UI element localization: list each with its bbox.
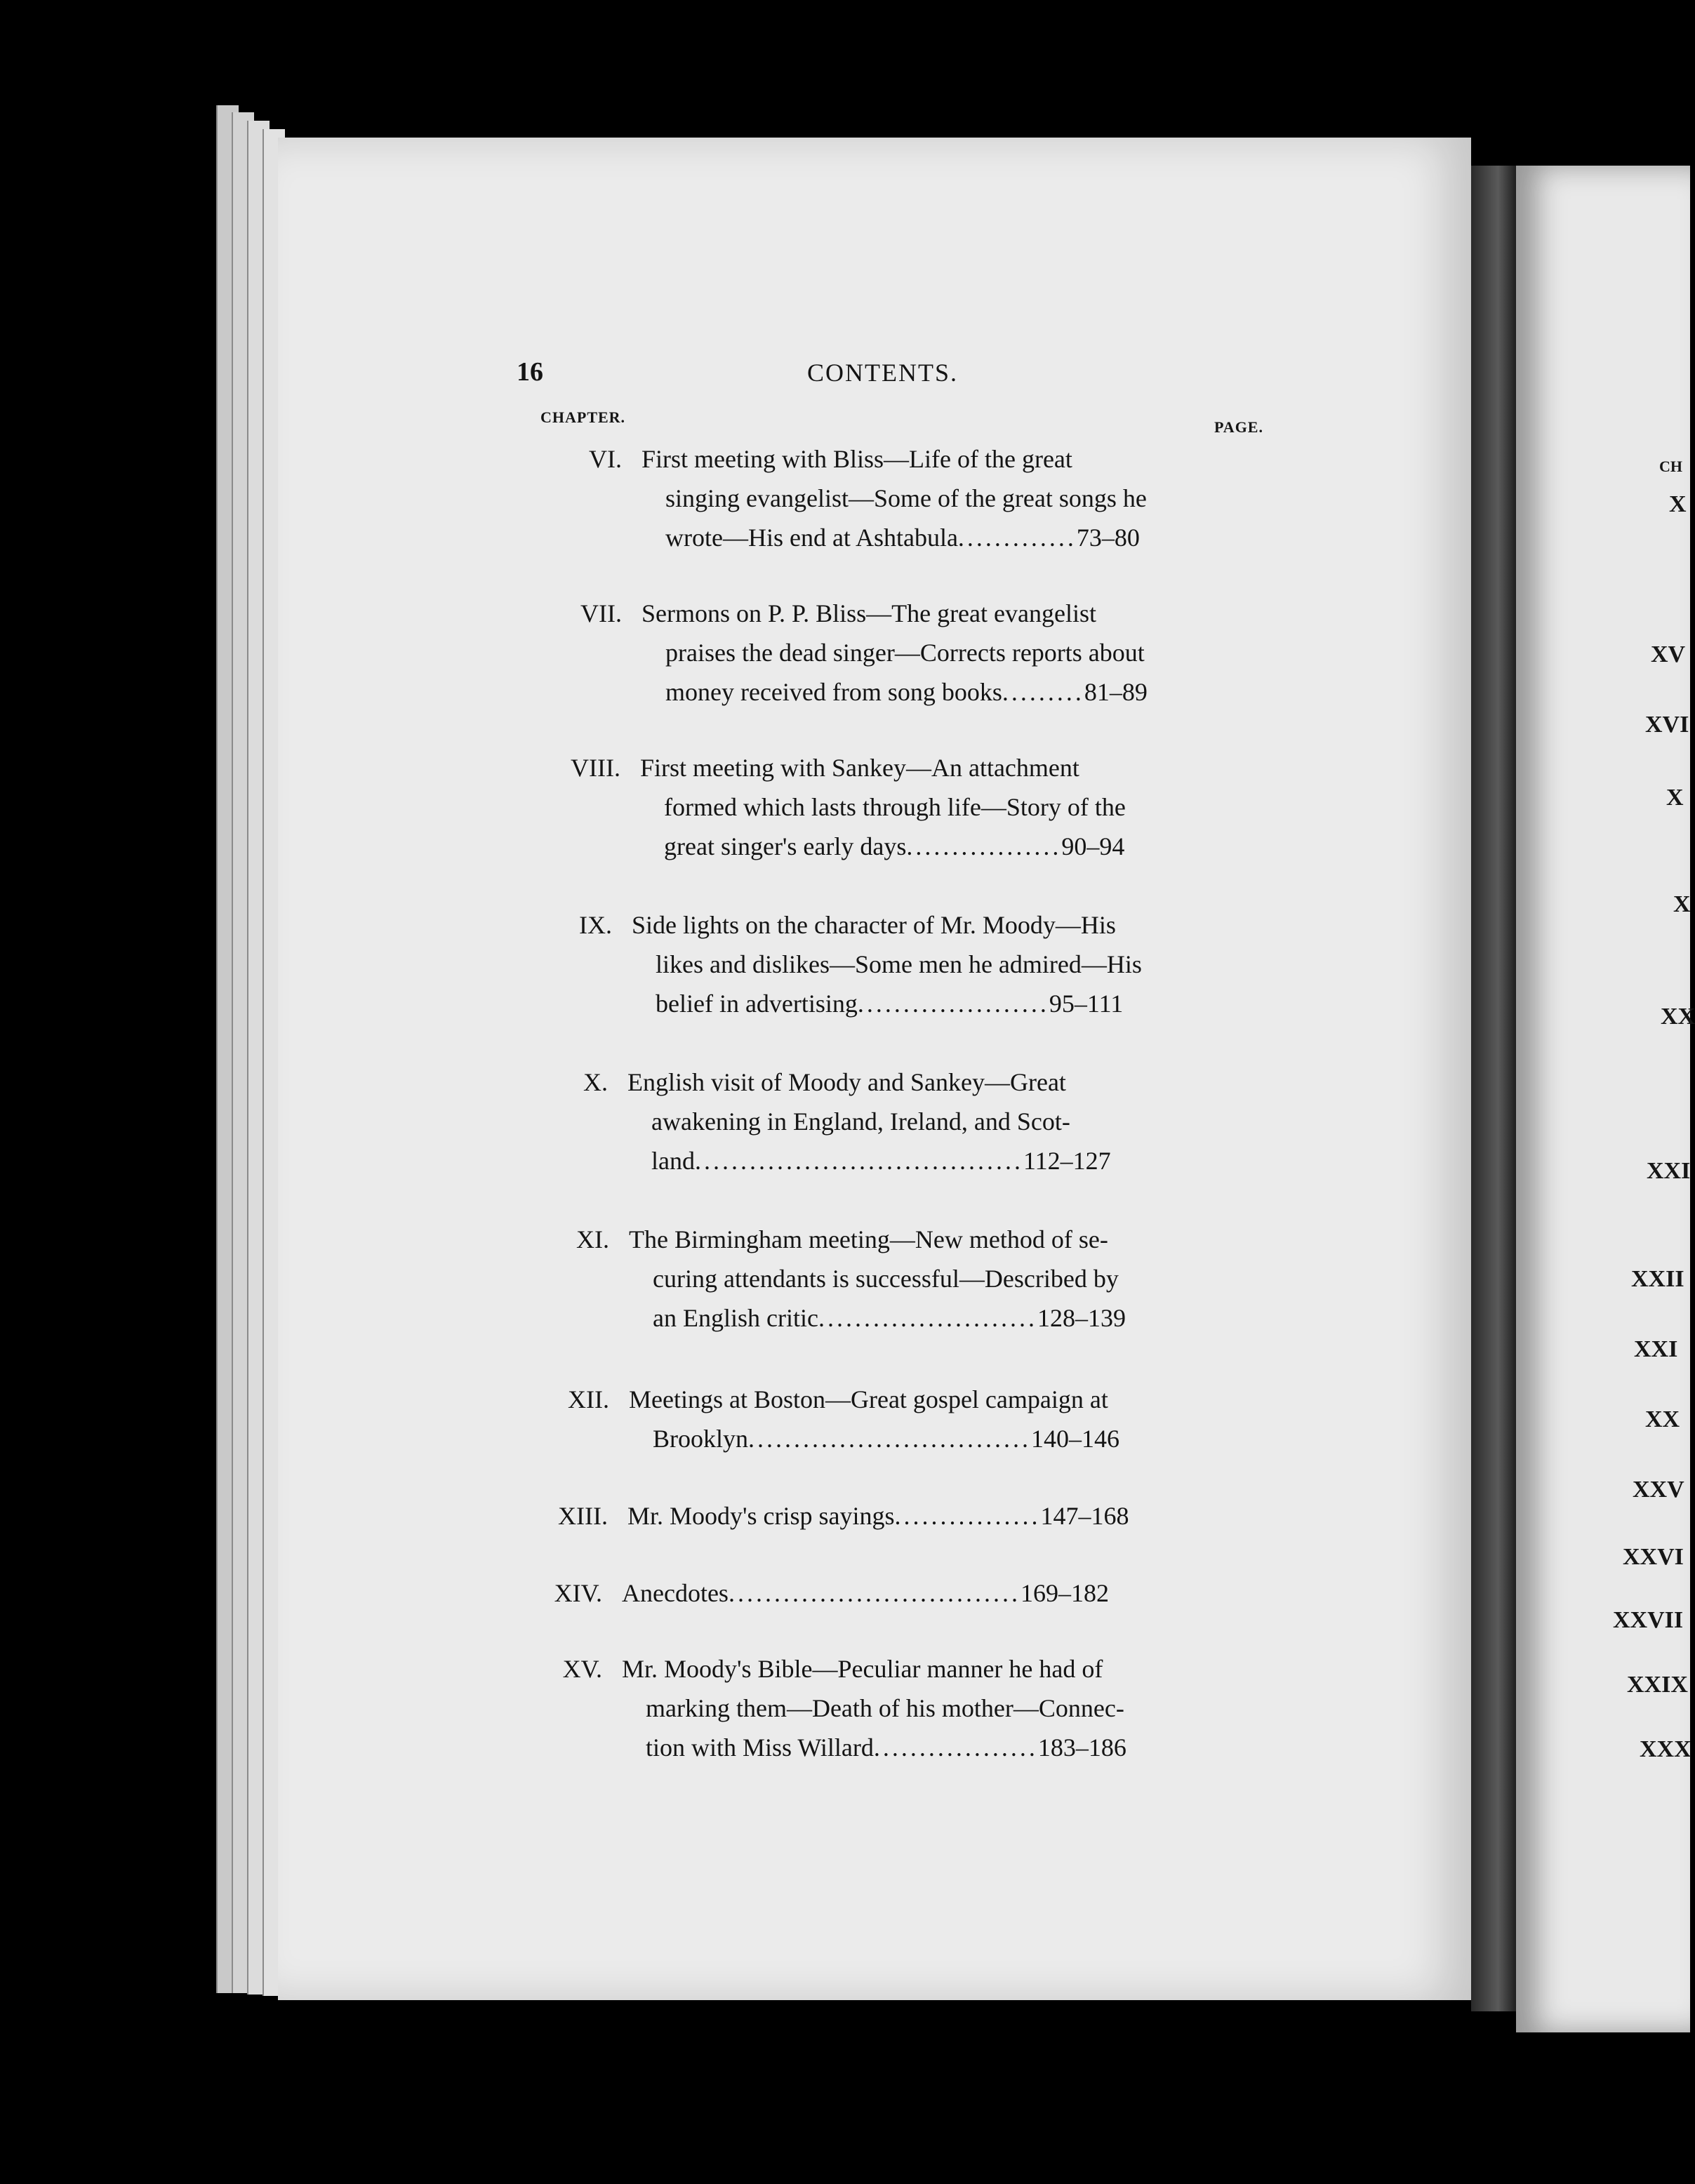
page-column-label: PAGE. — [1214, 418, 1263, 436]
leader-dots: ........................ — [818, 1304, 1037, 1332]
page-range: 112–127 — [1023, 1147, 1111, 1175]
chapter-description-text: land — [651, 1147, 695, 1175]
chapter-description-last-line — [629, 1298, 1126, 1338]
chapter-number: XI. — [576, 1225, 609, 1253]
chapter-number: XII. — [568, 1385, 609, 1413]
right-chapter-numeral: X — [1666, 785, 1684, 811]
right-chapter-numeral: XXI — [1647, 1158, 1691, 1184]
right-chapter-numeral: XXII — [1631, 1266, 1684, 1292]
page-range: 128–139 — [1037, 1304, 1126, 1332]
chapter-description-text: an English critic — [653, 1304, 818, 1332]
chapter-number: XIV. — [554, 1579, 602, 1607]
page-range: 183–186 — [1037, 1733, 1126, 1762]
chapter-description-text: Brooklyn — [653, 1425, 749, 1453]
page-range: 95–111 — [1049, 990, 1124, 1018]
toc-entry — [562, 1649, 1126, 1767]
toc-entry — [558, 1496, 1129, 1536]
toc-entry — [568, 1380, 1120, 1458]
chapter-description-line: praises the dead singer—Corrects reports about — [665, 639, 1145, 667]
toc-entry — [579, 905, 1142, 1023]
chapter-description-text: wrote—His end at Ashtabula — [665, 524, 958, 552]
right-chapter-numeral: XXVII — [1613, 1607, 1684, 1633]
chapter-number: VII. — [580, 599, 622, 627]
right-chapter-label-fragment: CH — [1659, 458, 1682, 475]
chapter-number: VIII. — [571, 754, 620, 782]
right-chapter-numeral: XVI — [1645, 712, 1689, 738]
page-range: 140–146 — [1031, 1425, 1120, 1453]
page-range: 81–89 — [1084, 678, 1148, 706]
chapter-description-last-line — [632, 984, 1142, 1023]
toc-entry — [580, 594, 1148, 712]
right-chapter-numeral: X — [1669, 491, 1687, 517]
toc-entry — [576, 1220, 1126, 1338]
chapter-description-text: great singer's early days — [664, 832, 907, 860]
page-range: 147–168 — [1040, 1502, 1129, 1530]
right-chapter-numeral: XXI — [1634, 1336, 1678, 1362]
chapter-number: XV. — [562, 1655, 602, 1683]
chapter-description-line: awakening in England, Ireland, and Scot- — [651, 1107, 1070, 1136]
chapter-description-text: tion with Miss Willard — [646, 1733, 874, 1762]
leader-dots: ......... — [1002, 678, 1084, 706]
chapter-description-last-line — [627, 1496, 1129, 1536]
right-chapter-numeral: XXX — [1640, 1736, 1691, 1762]
chapter-description-line: singing evangelist—Some of the great songs he — [665, 484, 1147, 512]
toc-entry — [589, 439, 1147, 557]
chapter-description-line: The Birmingham meeting—New method of se- — [629, 1225, 1108, 1253]
chapter-description-line: curing attendants is successful—Described by — [653, 1265, 1119, 1293]
chapter-description-last-line — [642, 518, 1147, 557]
chapter-description-text: belief in advertising — [656, 990, 858, 1018]
chapter-description-last-line — [622, 1573, 1109, 1613]
page-range: 90–94 — [1061, 832, 1125, 860]
right-chapter-numeral: XXIX — [1627, 1672, 1688, 1698]
chapter-description-last-line — [627, 1141, 1111, 1180]
chapter-number: X. — [583, 1068, 608, 1096]
leader-dots: ............................... — [748, 1425, 1032, 1453]
right-chapter-numeral: XXVI — [1623, 1544, 1684, 1570]
right-chapter-numeral: XXV — [1633, 1477, 1684, 1503]
right-chapter-numeral: XX — [1661, 1004, 1695, 1030]
page-number: 16 — [517, 357, 543, 387]
leader-dots: ............. — [957, 524, 1077, 552]
chapter-description-line: Sermons on P. P. Bliss—The great evangelist — [642, 599, 1096, 627]
chapter-description-text: Anecdotes — [622, 1579, 729, 1607]
chapter-number: XIII. — [558, 1502, 608, 1530]
leader-dots: .................. — [873, 1733, 1038, 1762]
chapter-description-text: Mr. Moody's crisp sayings — [627, 1502, 895, 1530]
right-chapter-numeral: X — [1673, 891, 1691, 917]
chapter-description-line: Side lights on the character of Mr. Moody—His — [632, 911, 1116, 939]
chapter-number: VI. — [589, 445, 622, 473]
chapter-description-last-line — [622, 1728, 1126, 1767]
page-range: 169–182 — [1020, 1579, 1109, 1607]
chapter-number: IX. — [579, 911, 612, 939]
leader-dots: ..................... — [857, 990, 1049, 1018]
leader-dots: ................ — [894, 1502, 1041, 1530]
toc-entry — [571, 748, 1126, 866]
right-chapter-numeral: XX — [1645, 1406, 1680, 1432]
chapter-description-line: First meeting with Sankey—An attachment — [640, 754, 1079, 782]
leader-dots: .................................... — [694, 1147, 1023, 1175]
chapter-description-last-line — [629, 1419, 1119, 1458]
chapter-description-line: Mr. Moody's Bible—Peculiar manner he had of — [622, 1655, 1103, 1683]
chapter-description-line: likes and dislikes—Some men he admired—His — [656, 950, 1142, 978]
chapter-description-last-line — [642, 672, 1148, 712]
chapter-description-last-line — [640, 827, 1126, 866]
right-chapter-numeral: XV — [1651, 641, 1686, 667]
leader-dots: ................. — [906, 832, 1062, 860]
chapter-description-line: marking them—Death of his mother—Connec- — [646, 1694, 1124, 1722]
chapter-description-line: English visit of Moody and Sankey—Great — [627, 1068, 1066, 1096]
chapter-description-line: First meeting with Bliss—Life of the great — [642, 445, 1072, 473]
toc-entry — [554, 1573, 1109, 1613]
leader-dots: ................................ — [728, 1579, 1021, 1607]
chapter-description-text: money received from song books — [665, 678, 1002, 706]
book-gutter — [1471, 166, 1516, 2011]
running-head: CONTENTS. — [807, 359, 958, 387]
page-range: 73–80 — [1076, 524, 1140, 552]
chapter-description-line: Meetings at Boston—Great gospel campaign at — [629, 1385, 1108, 1413]
toc-entry — [583, 1063, 1111, 1180]
chapter-description-line: formed which lasts through life—Story of the — [664, 793, 1126, 821]
chapter-column-label: CHAPTER. — [540, 408, 626, 426]
